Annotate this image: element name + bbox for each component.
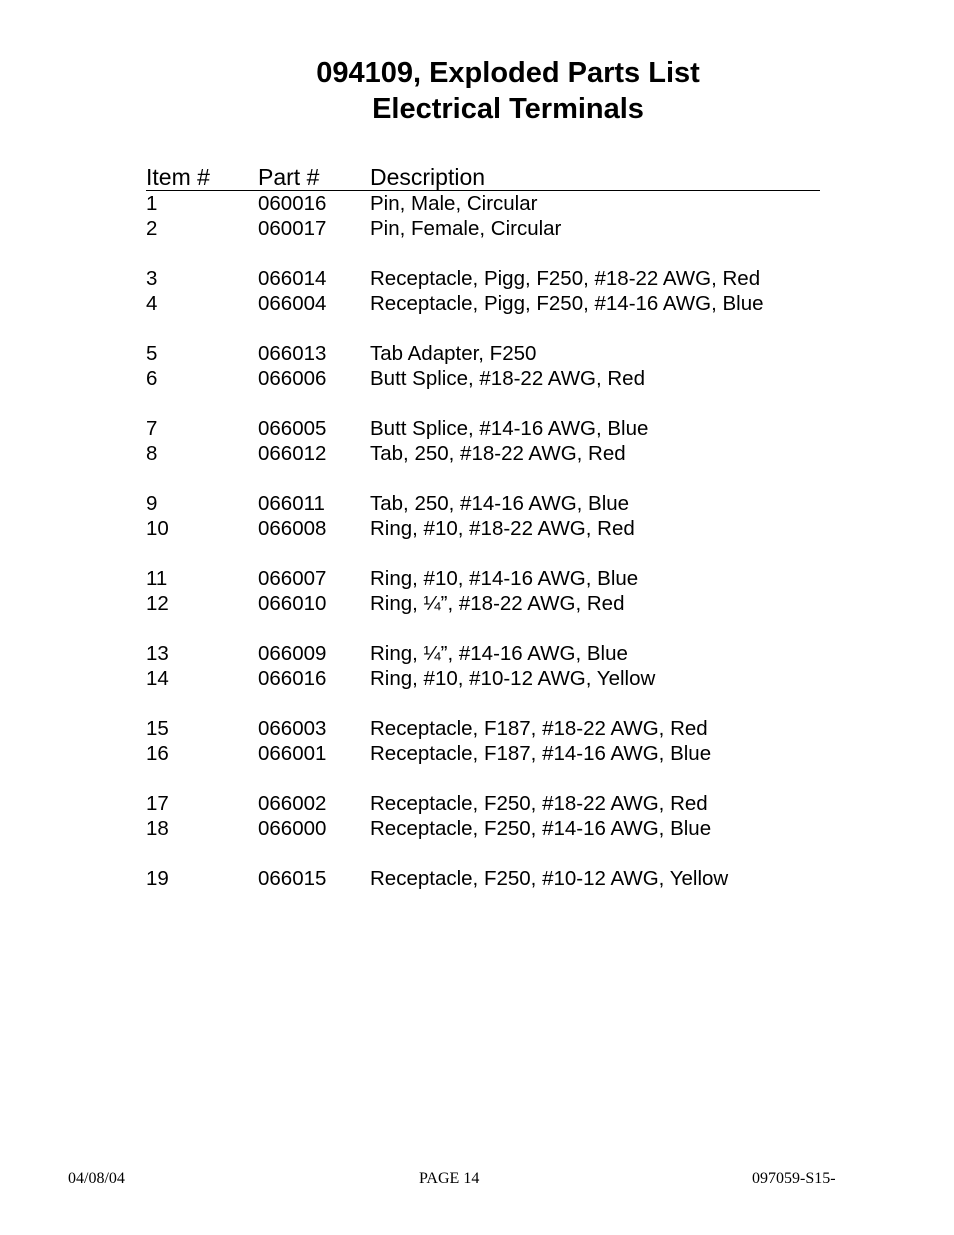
table-row: [146, 516, 820, 541]
part-number: 066008: [258, 517, 327, 540]
header-part: Part #: [258, 164, 320, 190]
part-number: 066016: [258, 667, 327, 690]
part-number: 066010: [258, 592, 327, 615]
title-line-2: Electrical Terminals: [372, 93, 644, 125]
part-number: 060016: [258, 192, 327, 215]
table-row: [146, 216, 820, 241]
table-row: [146, 716, 820, 741]
part-description: Butt Splice, #14-16 AWG, Blue: [370, 417, 649, 440]
part-description: Ring, #10, #10-12 AWG, Yellow: [370, 667, 656, 690]
page-footer: [0, 1168, 954, 1190]
part-description: Receptacle, F187, #18-22 AWG, Red: [370, 717, 708, 740]
table-row: [146, 416, 820, 441]
part-number: 066004: [258, 292, 327, 315]
part-description: Ring, #10, #18-22 AWG, Red: [370, 517, 635, 540]
table-row: [146, 441, 820, 466]
table-row: [146, 816, 820, 841]
table-row: [146, 566, 820, 591]
table-row: [146, 666, 820, 691]
item-number: 12: [146, 592, 169, 615]
part-description: Ring, ¼”, #14-16 AWG, Blue: [370, 642, 628, 665]
table-row: [146, 741, 820, 766]
part-number: 066001: [258, 742, 327, 765]
item-number: 18: [146, 817, 169, 840]
table-row: [146, 366, 820, 391]
part-description: Receptacle, Pigg, F250, #18-22 AWG, Red: [370, 267, 761, 290]
item-number: 17: [146, 792, 169, 815]
part-description: Butt Splice, #18-22 AWG, Red: [370, 367, 645, 390]
footer-document-number: 097059-S15-: [752, 1170, 836, 1187]
item-number: 9: [146, 492, 158, 515]
part-description: Receptacle, F250, #18-22 AWG, Red: [370, 792, 708, 815]
part-number: 066007: [258, 567, 327, 590]
part-description: Tab Adapter, F250: [370, 342, 537, 365]
part-description: Ring, ¼”, #18-22 AWG, Red: [370, 592, 625, 615]
part-number: 066002: [258, 792, 327, 815]
footer-page-number: PAGE 14: [419, 1170, 480, 1187]
part-number: 066009: [258, 642, 327, 665]
part-description: Pin, Female, Circular: [370, 217, 562, 240]
part-description: Ring, #10, #14-16 AWG, Blue: [370, 567, 639, 590]
part-description: Tab, 250, #18-22 AWG, Red: [370, 442, 626, 465]
part-number: 066014: [258, 267, 327, 290]
table-row: [146, 791, 820, 816]
table-row: [146, 491, 820, 516]
part-number: 066003: [258, 717, 327, 740]
table-header: [146, 163, 820, 191]
item-number: 7: [146, 417, 158, 440]
part-description: Receptacle, F250, #10-12 AWG, Yellow: [370, 867, 729, 890]
part-description: Tab, 250, #14-16 AWG, Blue: [370, 492, 630, 515]
item-number: 4: [146, 292, 158, 315]
item-number: 19: [146, 867, 169, 890]
part-description: Receptacle, Pigg, F250, #14-16 AWG, Blue: [370, 292, 764, 315]
part-number: 066012: [258, 442, 327, 465]
item-number: 5: [146, 342, 158, 365]
parts-table: [146, 163, 820, 891]
item-number: 8: [146, 442, 158, 465]
header-item: Item #: [146, 164, 210, 190]
item-number: 2: [146, 217, 158, 240]
item-number: 16: [146, 742, 169, 765]
part-description: Receptacle, F250, #14-16 AWG, Blue: [370, 817, 712, 840]
item-number: 6: [146, 367, 158, 390]
item-number: 1: [146, 192, 158, 215]
footer-date: 04/08/04: [68, 1170, 125, 1187]
part-number: 060017: [258, 217, 327, 240]
table-row: [146, 341, 820, 366]
part-number: 066005: [258, 417, 327, 440]
part-description: Pin, Male, Circular: [370, 192, 538, 215]
item-number: 14: [146, 667, 169, 690]
item-number: 10: [146, 517, 169, 540]
table-row: [146, 866, 820, 891]
table-row: [146, 191, 820, 216]
page-title: [0, 55, 954, 127]
part-description: Receptacle, F187, #14-16 AWG, Blue: [370, 742, 712, 765]
item-number: 11: [146, 567, 168, 590]
part-number: 066000: [258, 817, 327, 840]
table-row: [146, 641, 820, 666]
table-row: [146, 266, 820, 291]
item-number: 13: [146, 642, 169, 665]
part-number: 066006: [258, 367, 327, 390]
title-line-1: 094109, Exploded Parts List: [316, 57, 700, 89]
table-row: [146, 591, 820, 616]
part-number: 066013: [258, 342, 327, 365]
part-number: 066011: [258, 492, 325, 515]
table-row: [146, 291, 820, 316]
item-number: 3: [146, 267, 158, 290]
item-number: 15: [146, 717, 169, 740]
header-description: Description: [370, 164, 486, 190]
part-number: 066015: [258, 867, 327, 890]
